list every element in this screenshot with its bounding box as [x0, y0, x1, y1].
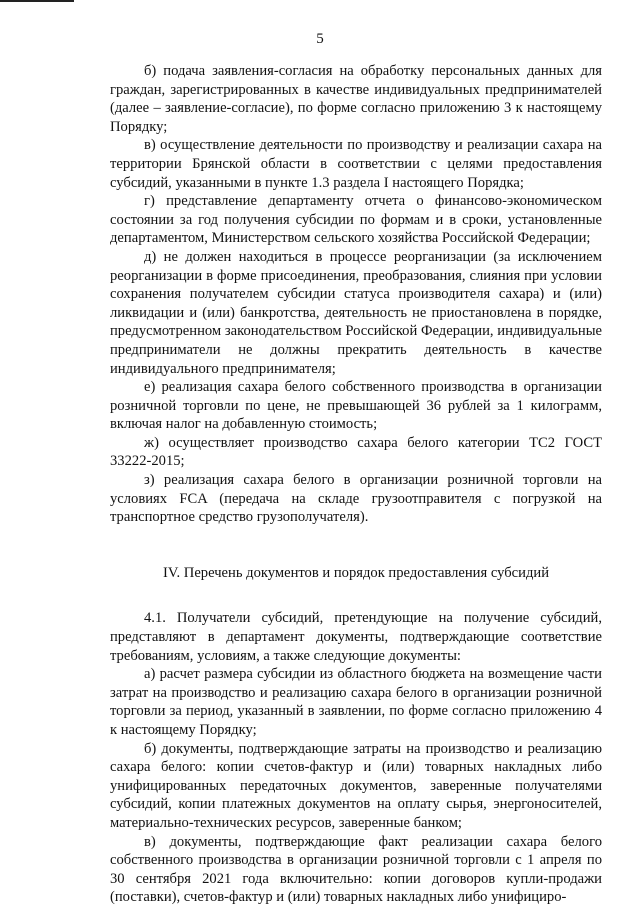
page-number: 5 — [316, 31, 324, 47]
paragraph-e-price: е) реализация сахара белого собственного производства в организации розничной торговли по цене, не превышающей 36 рублей за 1 килограмм, включая налог на добавленную стоимость; — [110, 379, 602, 433]
paragraph-b-consent: б) подача заявления-согласия на обработку персональных данных для граждан, зарегистрированных в качестве индивидуальных предпринимателей (далее – заявление-согласие), по форме согласно приложению 3 к настоящему Порядку; — [110, 63, 602, 135]
top-rule — [0, 0, 74, 2]
section-heading: IV. Перечень документов и порядок предоставления субсидий — [162, 564, 550, 581]
document-body — [110, 62, 602, 907]
paragraph-zh-gost: ж) осуществляет производство сахара белого категории ТС2 ГОСТ 33222-2015; — [110, 434, 602, 470]
paragraph-z-fca: з) реализация сахара белого в организации розничной торговли на условиях FCA (передача на складе грузоотправителя с погрузкой на транспортное средство грузополучателя). — [110, 472, 602, 526]
paragraph-b-costs: б) документы, подтверждающие затраты на производство и реализацию сахара белого: копии счетов-фактур и (или) товарных накладных либо унифицированных передаточных документов, заверенные получателями субсидий, копии платежных документов на оплату сырья, энергоносителей, материально-технических ресурсов, заверенные банком; — [110, 740, 602, 831]
paragraph-v-activity: в) осуществление деятельности по производству и реализации сахара на территории Брянской области в соответствии с целями предоставления субсидий, указанными в пункте 1.3 раздела I настоящего Порядка; — [110, 137, 602, 191]
paragraph-d-reorganization: д) не должен находиться в процессе реорганизации (за исключением реорганизации в форме присоединения, преобразования, слияния при условии сохранения получателем субсидии статуса производителя сахара) и (или) ликвидации и (или) банкротства, деятельность не приостановлена в порядке, предусмотренном законодательством Российской Федерации, индивидуальные предприниматели не должны прекратить деятельность в качестве индивидуального предпринимателя; — [110, 248, 602, 377]
paragraph-g-report: г) представление департаменту отчета о финансово-экономическом состоянии за год получения субсидии по формам и в сроки, установленные департаментом, Министерством сельского хозяйства Российской Федерации; — [110, 193, 602, 247]
paragraph-v-sales: в) документы, подтверждающие факт реализации сахара белого собственного производства в организации розничной торговли с 1 апреля по 30 сентября 2021 года включительно: копии договоров купли-продажи (поставки), счетов-фактур и (или) товарных накладных либо унифициро- — [110, 833, 602, 906]
paragraph-a-calculation: а) расчет размера субсидии из областного бюджета на возмещение части затрат на производство и реализацию сахара белого в организации розничной торговли за период, указанный в заявлении, по форме согласно приложению 4 к настоящему Порядку; — [110, 666, 602, 738]
paragraph-4-1: 4.1. Получатели субсидий, претендующие на получение субсидий, представляют в департамент документы, подтверждающие соответствие требованиям, условиям, а также следующие документы: — [110, 610, 602, 664]
